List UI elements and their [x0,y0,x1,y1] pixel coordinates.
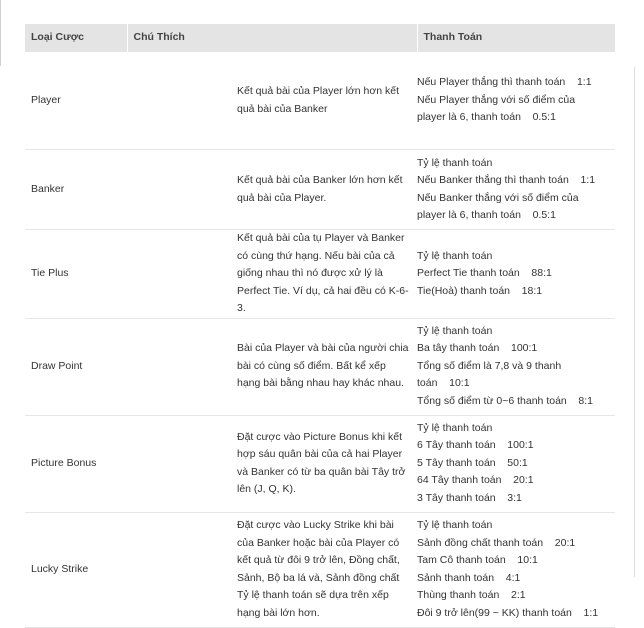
payout-line: Tam Cô thanh toán 10:1 [417,554,538,566]
description-cell: Đặt cược vào Picture Bonus khi kết hợp sáu quân bài của cả hai Player và Banker có từ ba quân bài Tây trở lên (J, Q, K). [127,415,417,512]
description-cell: Đặt cược vào Lucky Strike khi bài của Banker hoặc bài của Player có kết quả từ đôi 9 trở lên, Đồng chất, Sảnh, Bộ ba lá và, Sảnh đồng chất Tỷ lệ thanh toán sẽ dựa trên xếp hạng bài lớn hơn. [127,512,417,627]
table-header [25,24,615,52]
payout-line: 6 Tây thanh toán 100:1 [417,439,534,452]
bet-type-cell: Banker [25,150,127,230]
table-row [25,415,615,512]
table-row [25,512,615,627]
bet-type-cell: Lucky Strike [25,512,127,627]
bet-type-cell: Draw Point [25,318,127,415]
payout-line: Tỷ lệ thanh toán [417,324,493,337]
payout-line: Nếu Banker thắng thì thanh toán 1:1 [417,174,596,186]
payout-line: Nếu Player thắng với số điểm của [417,93,576,106]
payout-line: Tỷ lệ thanh toán [417,421,493,434]
payout-cell [417,52,615,150]
payout-line: Nếu Banker thắng với số điểm của [417,191,579,204]
bet-type-cell: Picture Bonus [25,415,127,512]
header-payout: Thanh Toán [417,24,615,52]
bet-type-cell: Player [25,52,127,150]
header-description: Chú Thích [127,24,417,52]
bet-types-table [25,24,615,628]
payout-line: Sảnh đồng chất thanh toán 20:1 [417,536,576,549]
table-row [25,150,615,230]
payout-line: 64 Tây thanh toán 20:1 [417,474,534,487]
payout-cell [417,512,615,627]
payout-line: Thùng thanh toán 2:1 [417,589,526,601]
payout-line: Sảnh thanh toán 4:1 [417,571,521,584]
table-row [25,230,615,319]
payout-cell [417,318,615,415]
scroll-edge-line [634,67,635,577]
description-cell: Kết quả bài của Player lớn hơn kết quả bài của Banker [127,52,417,150]
payout-cell [417,415,615,512]
header-bet-type: Loại Cược [25,24,127,52]
left-edge-line [0,0,1,66]
payout-line: player là 6, thanh toán 0.5:1 [417,209,556,221]
payout-cell [417,150,615,230]
description-cell: Kết quả bài của tụ Player và Banker có cùng thứ hạng. Nếu bài của cả giống nhau thì nó được xử lý là Perfect Tie. Ví dụ, cả hai đều có K-6-3. [127,230,417,319]
bet-type-cell: Tie Plus [25,230,127,319]
payout-line: Perfect Tie thanh toán 88:1 [417,267,552,279]
payout-line: Đôi 9 trở lên(99 ~ KK) thanh toán 1:1 [417,606,599,619]
payout-line: player là 6, thanh toán 0.5:1 [417,111,556,124]
payout-line: 5 Tây thanh toán 50:1 [417,456,528,469]
payout-line: Tổng số điểm là 7,8 và 9 thanh [417,359,562,372]
payout-line: Nếu Player thắng thì thanh toán 1:1 [417,76,592,89]
payout-line: Tỷ lệ thanh toán [417,519,493,531]
payout-cell [417,230,615,319]
description-cell: Kết quả bài của Banker lớn hơn kết quả bài của Player. [127,150,417,230]
payout-line: Ba tây thanh toán 100:1 [417,342,538,355]
payout-line: toán 10:1 [417,377,470,390]
payout-line: Tie(Hoà) thanh toán 18:1 [417,284,543,297]
payout-line: Tỷ lệ thanh toán [417,249,493,262]
payout-line: Tỷ lệ thanh toán [417,156,493,169]
table-body [25,52,615,627]
table-row [25,52,615,150]
description-cell: Bài của Player và bài của người chia bài có cùng số điểm. Bất kể xếp hạng bài bằng nhau hay khác nhau. [127,318,417,415]
table-row [25,318,615,415]
payout-line: Tổng số điểm từ 0~6 thanh toán 8:1 [417,394,594,407]
payout-line: 3 Tây thanh toán 3:1 [417,491,522,504]
